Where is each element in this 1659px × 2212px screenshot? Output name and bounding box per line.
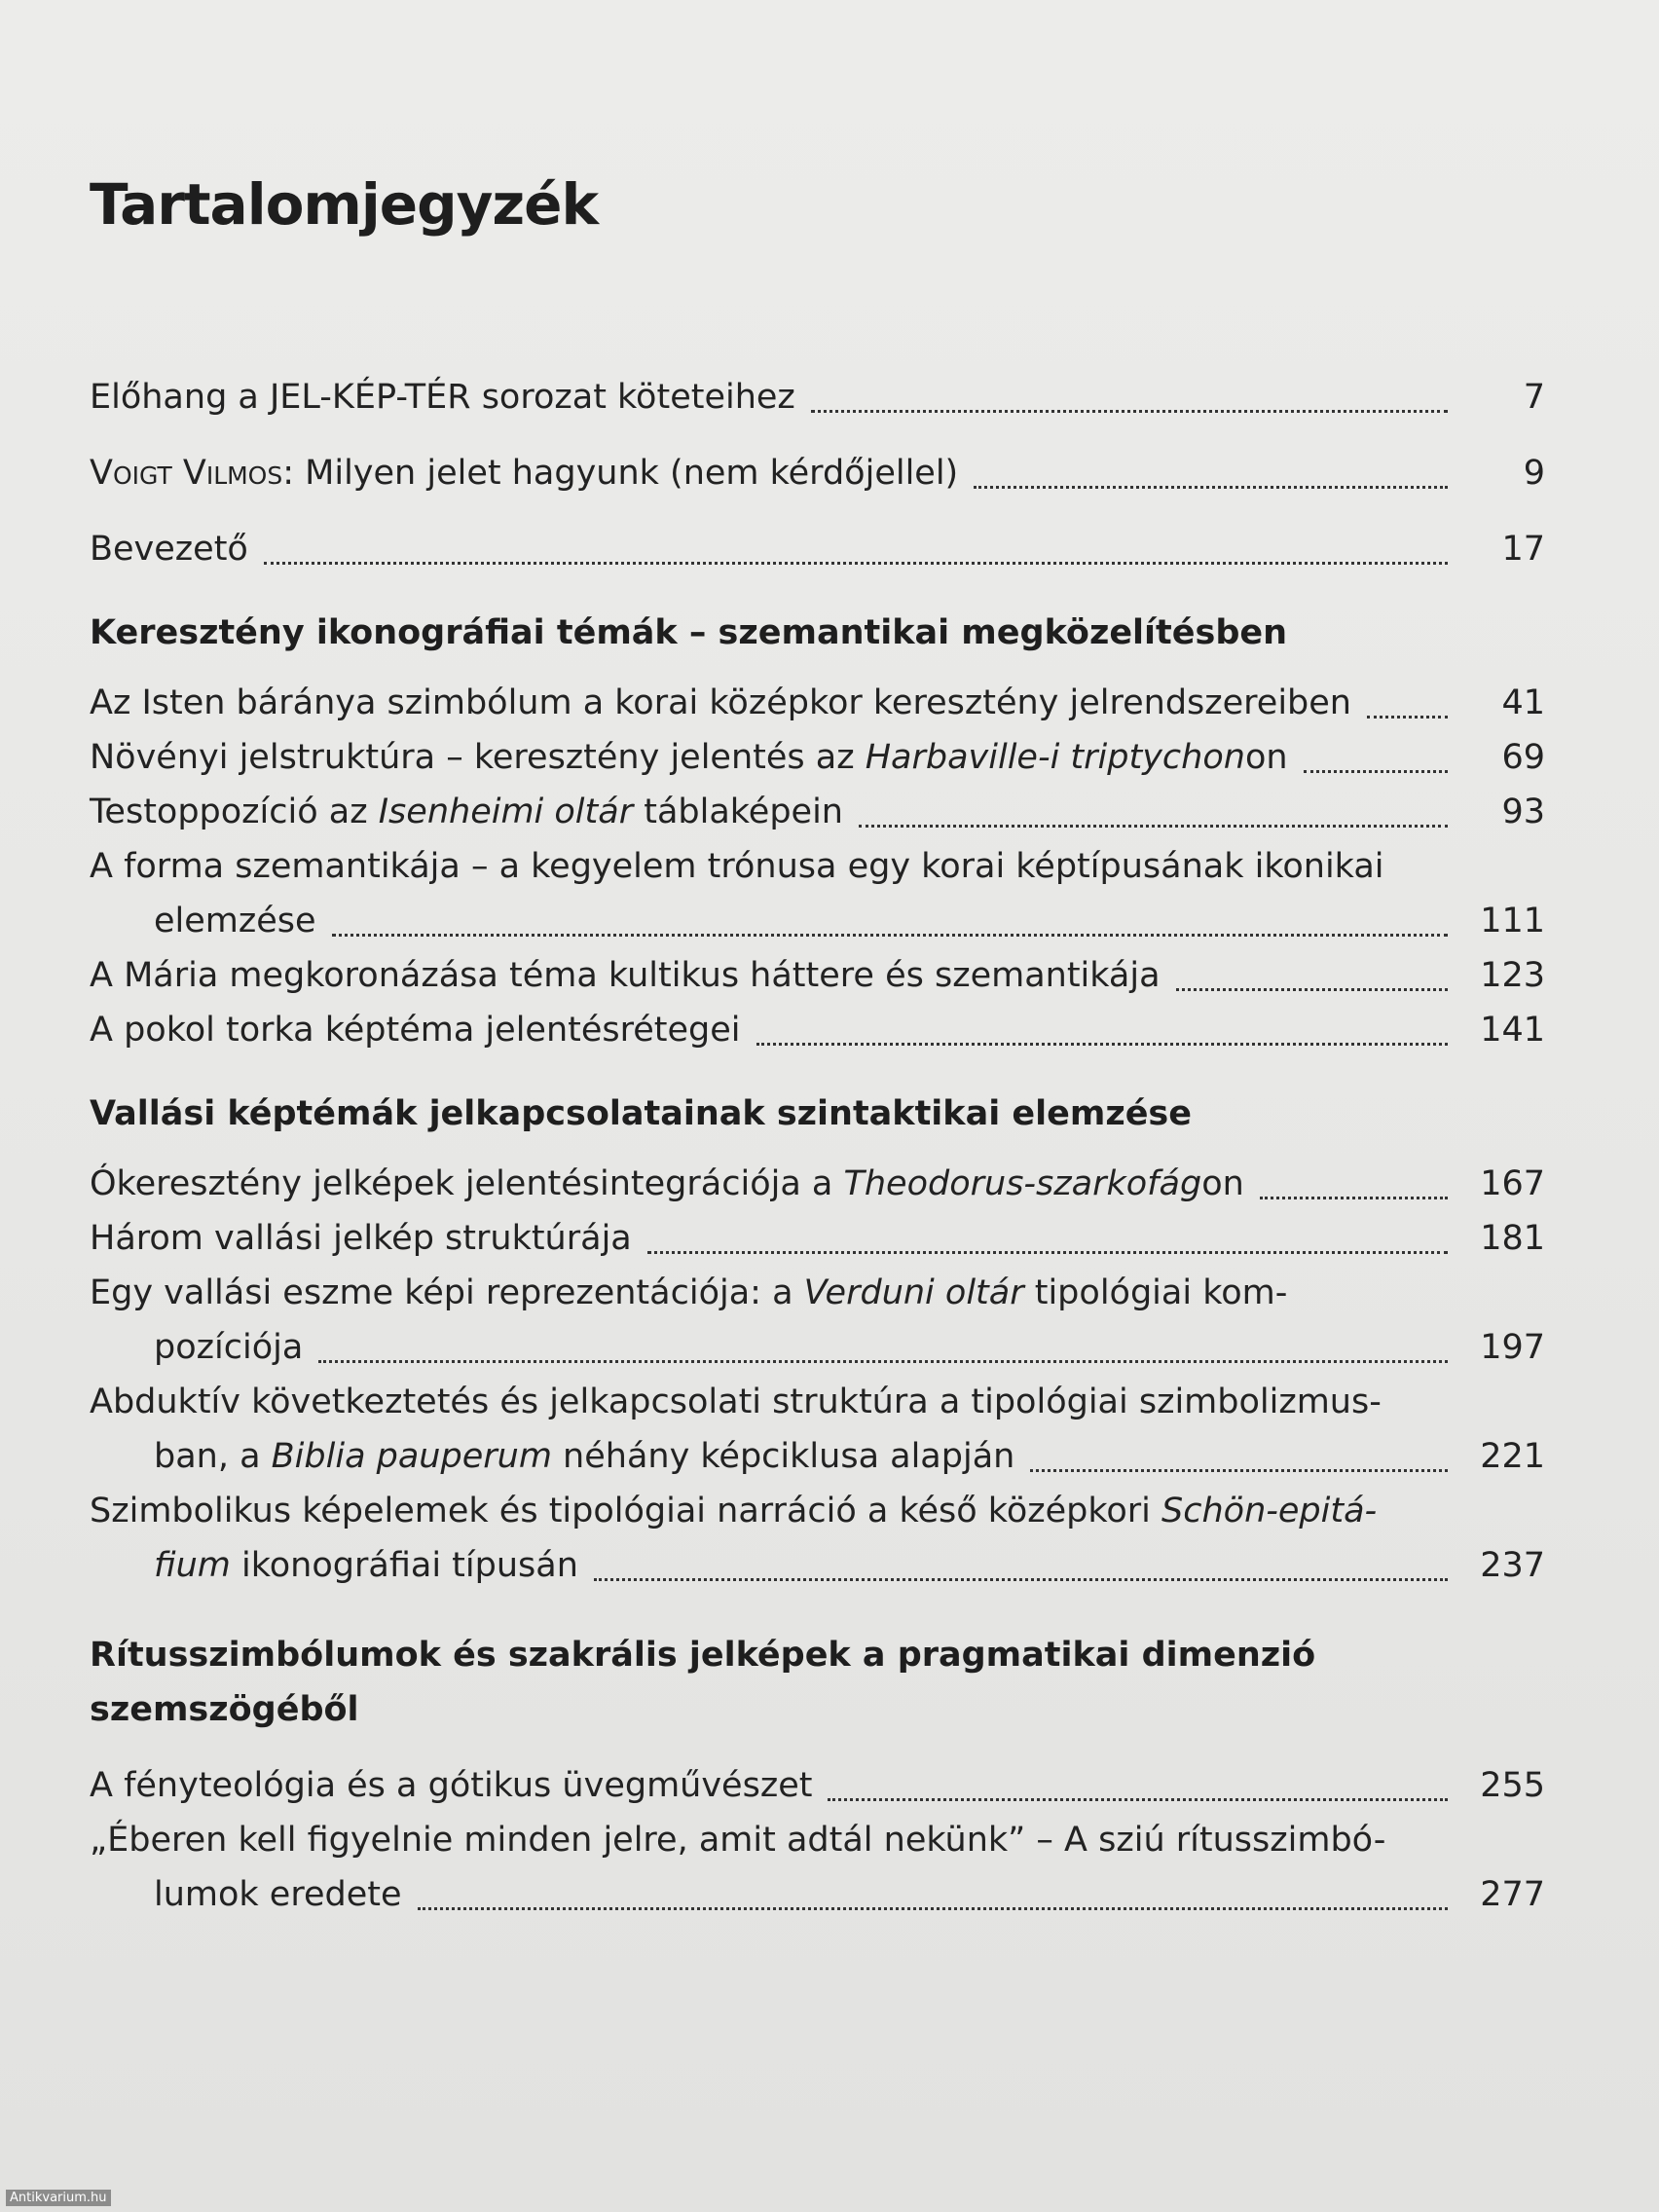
entry-title: Három vallási jelkép struktúrája [90,1219,632,1258]
dot-leader [859,825,1448,828]
entry-title [90,1157,1244,1211]
entry-title-text: ikonográfiai típusán [230,1546,578,1585]
entry-title-text: Milyen jelet hagyunk (nem kérdőjellel) [305,454,959,493]
dot-leader [974,486,1448,489]
entry-title-line: Abduktív következtetés és jelkapcsolati struktúra a tipológiai szimbolizmus- [90,1382,1382,1421]
entry-title: A pokol torka képtéma jelentésrétegei [90,1011,741,1050]
entry-title-text: táblaképein [633,793,843,831]
watermark: Antikvarium.hu [6,2190,111,2206]
entry-title-line: lumok eredete [154,1875,402,1914]
dot-leader [647,1251,1448,1254]
entry-title-line: elemzése [154,902,316,940]
page-number: 221 [1480,1437,1545,1476]
page-number: 141 [1480,1011,1545,1050]
entry-author: Voigt Vilmos [90,454,283,493]
dot-leader [332,934,1448,937]
page-title: Tartalomjegyzék [90,171,599,238]
toc-entry [90,948,1545,1003]
toc-entry [90,446,1545,500]
entry-title-text: néhány képciklusa alapján [551,1437,1015,1476]
entry-title-line [154,1429,1014,1484]
entry-title-italic: Harbaville-i triptychon [865,738,1245,777]
section-heading-line: szemszögéből [90,1690,359,1729]
dot-leader [264,562,1448,565]
entry-title-line: „Éberen kell figyelnie minden jelre, amit adtál nekünk” – A sziú rítusszimbó- [90,1821,1386,1860]
dot-leader [1030,1469,1448,1472]
page-number: 9 [1523,454,1545,493]
entry-title-line: pozíciója [154,1328,304,1367]
entry-title [90,730,1288,785]
section-heading: Vallási képtémák jelkapcsolatainak szintaktikai elemzése [90,1094,1192,1133]
page-number: 197 [1480,1328,1545,1367]
entry-title-text: ban, a [154,1437,272,1476]
toc-entry [90,1211,1545,1266]
page-number: 7 [1523,378,1545,417]
page-number: 277 [1480,1875,1545,1914]
entry-title: A fényteológia és a gótikus üvegművészet [90,1766,813,1805]
entry-title: Az Isten báránya szimbólum a korai középkor keresztény jelrendszereiben [90,683,1351,722]
section-heading-line: Rítusszimbólumok és szakrális jelképek a pragmatikai dimenzió [90,1636,1316,1675]
entry-title: Bevezető [90,530,248,569]
author-separator: : [282,454,306,493]
page-number: 93 [1501,793,1545,831]
entry-title-text: Szimbolikus képelemek és tipológiai narráció a késő középkori [90,1492,1162,1530]
section-heading: Keresztény ikonográfiai témák – szemantikai megközelítésben [90,613,1288,652]
page-number: 111 [1480,902,1545,940]
entry-title-text: Növényi jelstruktúra – keresztény jelentés az [90,738,866,777]
entry-title-text: on [1201,1164,1244,1203]
entry-title-line: A forma szemantikája – a kegyelem trónusa egy korai képtípusának ikonikai [90,847,1384,886]
toc-entry [90,1157,1545,1211]
dot-leader [1260,1197,1448,1199]
toc-entry [90,370,1545,424]
page-number: 69 [1501,738,1545,777]
page-number: 167 [1480,1164,1545,1203]
toc-entry [90,785,1545,839]
toc-entry [90,522,1545,576]
entry-title-line [90,1484,1545,1538]
dot-leader [1304,770,1448,773]
dot-leader [418,1907,1448,1910]
page-number: 41 [1501,683,1545,722]
entry-title-italic: Schön-epitá- [1161,1492,1378,1530]
toc-entry [90,1266,1545,1375]
page-number: 17 [1501,530,1545,569]
entry-title-text: Ókeresztény jelképek jelentésintegrációja a [90,1164,844,1203]
entry-title-line [154,1538,578,1593]
entry-title-italic: fium [154,1546,231,1585]
page-number: 123 [1480,956,1545,995]
toc-entry [90,1484,1545,1593]
entry-title-text: tipológiai kom- [1023,1273,1288,1312]
section-heading [90,1628,1545,1737]
page-number: 237 [1480,1546,1545,1585]
page-number: 181 [1480,1219,1545,1258]
dot-leader [828,1798,1448,1801]
entry-title-text: Egy vallási eszme képi reprezentációja: a [90,1273,804,1312]
toc-entry [90,839,1545,948]
page-number: 255 [1480,1766,1545,1805]
entry-title-italic: Isenheimi oltár [378,793,634,831]
entry-title-text: on [1244,738,1288,777]
dot-leader [594,1578,1448,1581]
entry-title: Előhang a JEL-KÉP-TÉR sorozat köteteihez [90,378,795,417]
dot-leader [756,1043,1448,1046]
toc-entry [90,730,1545,785]
toc-entry [90,676,1545,730]
toc-entry [90,1375,1545,1484]
toc-entry [90,1003,1545,1057]
dot-leader [1367,716,1448,719]
dot-leader [811,410,1448,413]
entry-title [90,785,843,839]
entry-title-italic: Verduni oltár [803,1273,1024,1312]
entry-title-italic: Biblia pauperum [271,1437,552,1476]
entry-title-line [90,1266,1545,1320]
entry-title-italic: Theodorus-szarkofág [843,1164,1202,1203]
dot-leader [318,1360,1448,1363]
toc-entry [90,1813,1545,1922]
entry-title-text: Testoppozíció az [90,793,379,831]
toc-entry [90,1758,1545,1813]
table-of-contents [90,370,1545,1922]
entry-title [90,446,958,500]
dot-leader [1176,988,1448,991]
entry-title: A Mária megkoronázása téma kultikus háttere és szemantikája [90,956,1161,995]
